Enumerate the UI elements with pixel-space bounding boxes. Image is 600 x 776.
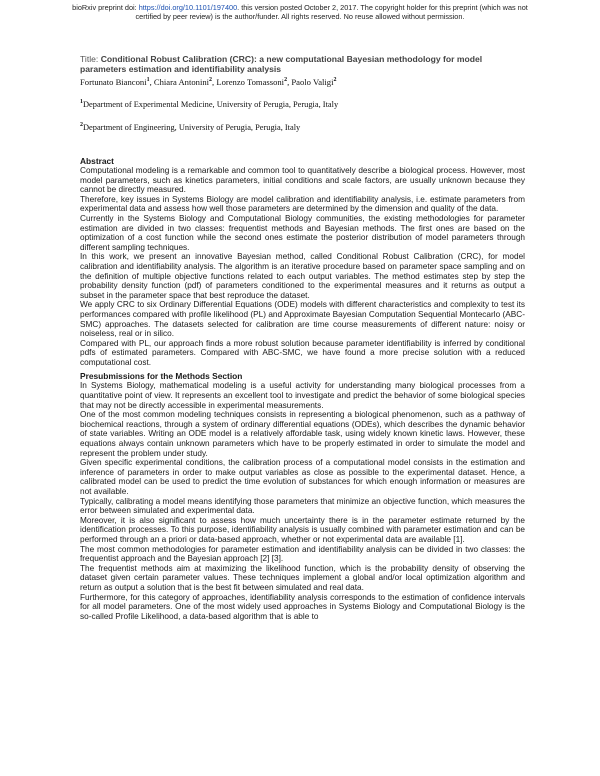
paper-title: Title: Conditional Robust Calibration (CRC): a new computational Bayesian methodology for model parameters estimation and identifiability analysis [80, 54, 483, 74]
affiliation: $^2$Department of Engineering, University of Perugia, Perugia, Italy [80, 122, 301, 132]
author: Fortunato Bianconi [80, 77, 147, 87]
preprint-header [40, 4, 560, 21]
author: Lorenzo Tomassoni [216, 77, 285, 87]
author-list: Fortunato Bianconi$^1$, Chiara Antonini$^2$, Lorenzo Tomassoni$^2$, Paolo Valigi$^2$ [80, 77, 337, 87]
header-line-2: certified by peer review) is the author/funder. All rights reserved. No reuse allowed without permission. [135, 11, 465, 21]
body-paragraph: Moreover, it is also significant to assess how much uncertainty there is in the parameter estimate returned by the identification processes. To this purpose, identifiability analysis is usually combined with parameter estimation and can be performed through an a priori or data-based approach, whether or not experimental data are available [1]. [80, 515, 525, 544]
paper-title-text: Conditional Robust Calibration (CRC): a new computational Bayesian methodology for model parameters estimation and identifiability analysis [80, 54, 483, 74]
abstract-paragraph: Compared with PL, our approach finds a more robust solution because parameter identifiability is inferred by conditional pdfs of estimated parameters. Compared with ABC-SMC, we have found a more precise solution with a reduced computational cost. [80, 338, 525, 367]
body-paragraph: One of the most common modeling techniques consists in representing a biological phenomenon, such as a pathway of biochemical reactions, through a system of ordinary differential equations (ODEs), which describes the dynamic behavior of state variables. Writing an ODE model is a relatively affordable task, using widely known kinetic laws. However, these equations always contain unknown parameters which have to be properly estimated in order to simulate the model and represent the problem under study. [80, 410, 525, 458]
abstract-paragraph: Therefore, key issues in Systems Biology are model calibration and identifiability analysis, i.e. estimate parameters from experimental data and assess how well those parameters are determined by the dimension and quality of the data. [80, 194, 525, 214]
abstract-paragraph: In this work, we present an innovative Bayesian method, called Conditional Robust Calibration (CRC), for model calibration and identifiability analysis. The algorithm is an iterative procedure based on parameter space sampling and on the definition of multiple objective functions related to each output variables. The method estimates step by step the probability density function (pdf) of parameters conditioned to the experimental measures and it returns as output a subset in the parameter space that best reproduce the dataset. [80, 252, 525, 300]
body-paragraph: Typically, calibrating a model means identifying those parameters that minimize an objective function, which measures the error between simulated and experimental data. [80, 496, 525, 516]
presubmissions-heading: Presubmissions for the Methods Section [80, 371, 243, 382]
doi-link[interactable]: https://doi.org/10.1101/197400 [138, 3, 238, 12]
body-paragraph: Furthermore, for this category of approaches, identifiability analysis corresponds to the estimation of confidence intervals for all model parameters. One of the most widely used approaches in Systems Biology and Computational Biology is the so-called Profile Likelihood, a data-based algorithm that is able to [80, 592, 525, 621]
abstract-paragraph: Computational modeling is a remarkable and common tool to quantitatively describe a biological process. However, most model parameters, such as kinetics parameters, initial conditions and scale factors, are usually unknown because they cannot be directly measured. [80, 166, 525, 195]
body-paragraph: Given specific experimental conditions, the calibration process of a computational model consists in the estimation and inference of parameters in order to make output variables as close as possible to the experimental dataset. Hence, a calibrated model can be used to predict the time evolution of substances for which enough information or measures are not available. [80, 458, 525, 496]
header-line-1: bioRxiv preprint doi: https://doi.org/10.1101/197400. this version posted October 2, 2017. The copyright holder for this preprint (which was not [72, 3, 528, 12]
abstract-paragraph: Currently in the Systems Biology and Computational Biology communities, the existing methodologies for parameter estimation are divided in two classes: frequentist methods and Bayesian methods. The first ones are based on the optimization of a cost function while the second ones estimate the posterior distribution of model parameters through different sampling techniques. [80, 213, 525, 252]
body-paragraph: The frequentist methods aim at maximizing the likelihood function, which is the probability density of observing the dataset given certain parameter values. These techniques implement a global and/or local optimization algorithm and return as output a solution that is the best fit between simulated and real data. [80, 563, 525, 592]
paper-body [80, 156, 525, 621]
affiliation: $^1$Department of Experimental Medicine, University of Perugia, Perugia, Italy [80, 99, 339, 109]
author: Chiara Antonini [153, 77, 210, 87]
body-paragraph: In Systems Biology, mathematical modeling is a useful activity for understanding many biological processes from a quantitative point of view. It represents an excellent tool to investigate and predict the behavior of some biological species that may not be directly accessible in experimental measurements. [80, 381, 525, 410]
abstract-heading: Abstract [80, 156, 114, 166]
abstract-paragraph: We apply CRC to six Ordinary Differential Equations (ODE) models with different characteristics and complexity to test its performances compared with profile likelihood (PL) and Approximate Bayesian Computation Sequential Montecarlo (ABC-SMC) approaches. The datasets selected for calibration are time course measurements of different nature: noisy or noiseless, real or in silico. [80, 300, 525, 339]
body-paragraph: The most common methodologies for parameter estimation and identifiability analysis can be divided in two classes: the frequentist approach and the Bayesian approach [2] [3]. [80, 544, 525, 564]
author: Paolo Valigi [291, 77, 334, 87]
